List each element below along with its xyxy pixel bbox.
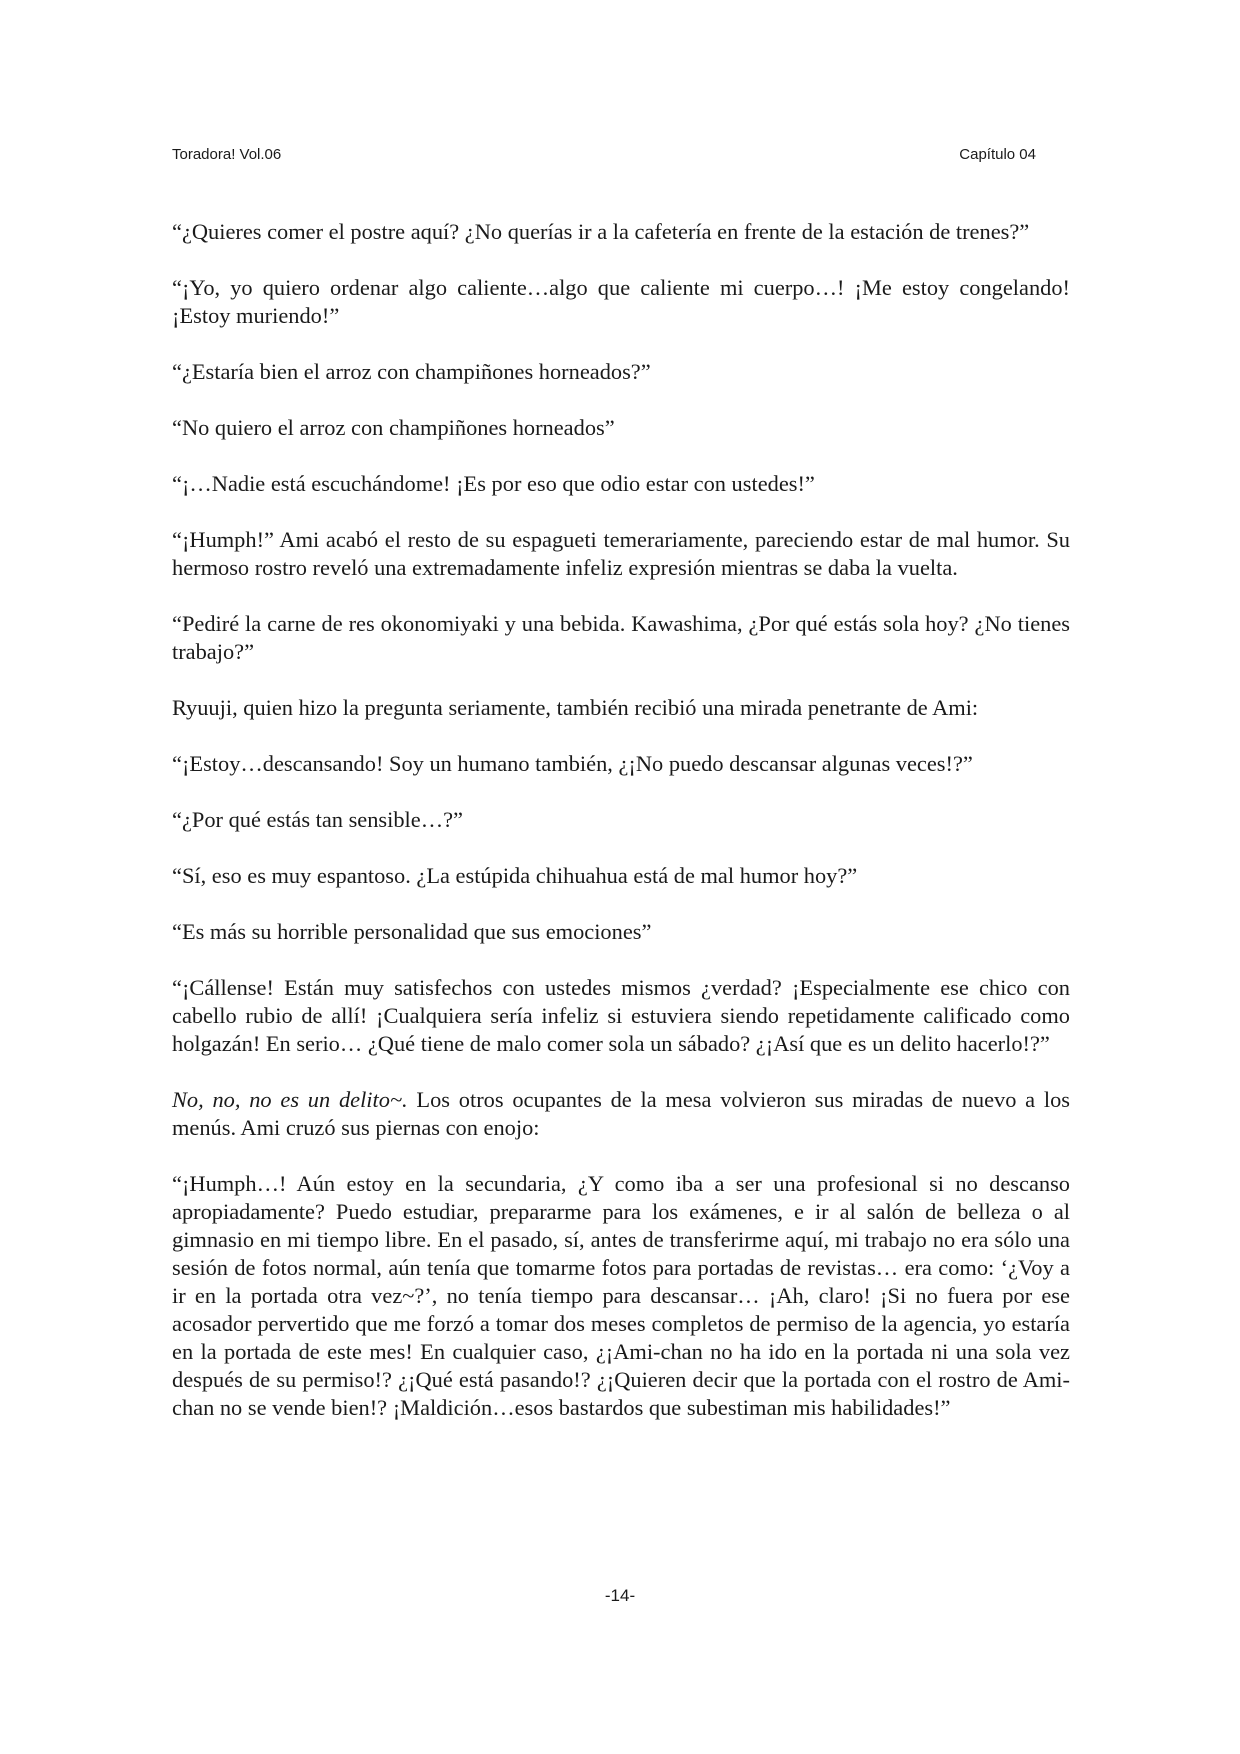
italic-lead-text: No, no, no es un delito~. <box>172 1087 408 1112</box>
page-body <box>172 218 1070 1450</box>
paragraph-text: “No quiero el arroz con champiñones horneados” <box>172 415 615 440</box>
paragraph-text: “¿Quieres comer el postre aquí? ¿No querías ir a la cafetería en frente de la estación de trenes?” <box>172 219 1030 244</box>
paragraph <box>172 274 1070 330</box>
paragraph <box>172 1086 1070 1142</box>
paragraph <box>172 862 1070 890</box>
paragraph-text: “¡Humph!” Ami acabó el resto de su espagueti temerariamente, pareciendo estar de mal humor. Su hermoso rostro reveló una extremadamente infeliz expresión mientras se daba la vuelta. <box>172 527 1070 580</box>
paragraph <box>172 694 1070 722</box>
book-title: Toradora! Vol.06 <box>172 146 282 163</box>
paragraph <box>172 414 1070 442</box>
paragraph-text: “¡…Nadie está escuchándome! ¡Es por eso que odio estar con ustedes!” <box>172 471 815 496</box>
paragraph <box>172 526 1070 582</box>
page-header <box>172 146 1036 170</box>
paragraph <box>172 974 1070 1058</box>
paragraph-text: “¿Estaría bien el arroz con champiñones horneados?” <box>172 359 651 384</box>
chapter-title: Capítulo 04 <box>959 146 1036 163</box>
paragraph-text: “Sí, eso es muy espantoso. ¿La estúpida chihuahua está de mal humor hoy?” <box>172 863 858 888</box>
paragraph-text: “¡Estoy…descansando! Soy un humano también, ¿¡No puedo descansar algunas veces!?” <box>172 751 973 776</box>
paragraph-text: “¡Humph…! Aún estoy en la secundaria, ¿Y como iba a ser una profesional si no descanso apropiadamente? Puedo estudiar, prepararme para los exámenes, e ir al salón de belleza o al gimnasio en mi tiempo libre. En el pasado, sí, antes de transferirme aquí, mi trabajo no era sólo una sesión de fotos normal, aún tenía que tomarme fotos para portadas de revistas… era como: ‘¿Voy a ir en la portada otra vez~?’, no tenía tiempo para descansar… ¡Ah, claro! ¡Si no fuera por ese acosador pervertido que me forzó a tomar dos meses completos de permiso de la agencia, yo estaría en la portada de este mes! En cualquier caso, ¿¡Ami-chan no ha ido en la portada ni una sola vez después de su permiso!? ¿¡Qué está pasando!? ¿¡Quieren decir que la portada con el rostro de Ami-chan no se vende bien!? ¡Maldición…esos bastardos que subestiman mis habilidades!” <box>172 1171 1070 1420</box>
page-number: -14- <box>604 1586 636 1605</box>
paragraph-text: “Pediré la carne de res okonomiyaki y una bebida. Kawashima, ¿Por qué estás sola hoy? ¿No tienes trabajo?” <box>172 611 1070 664</box>
paragraph <box>172 750 1070 778</box>
paragraph <box>172 806 1070 834</box>
paragraph-text: “¿Por qué estás tan sensible…?” <box>172 807 463 832</box>
paragraph-text: “Es más su horrible personalidad que sus emociones” <box>172 919 652 944</box>
paragraph-text: “¡Yo, yo quiero ordenar algo caliente…algo que caliente mi cuerpo…! ¡Me estoy congelando! ¡Estoy muriendo!” <box>172 275 1070 328</box>
paragraph <box>172 1170 1070 1422</box>
paragraph <box>172 918 1070 946</box>
paragraph <box>172 358 1070 386</box>
paragraph-text: Ryuuji, quien hizo la pregunta seriamente, también recibió una mirada penetrante de Ami: <box>172 695 979 720</box>
paragraph-text: “¡Cállense! Están muy satisfechos con ustedes mismos ¿verdad? ¡Especialmente ese chico con cabello rubio de allí! ¡Cualquiera sería infeliz si estuviera siendo repetidamente calificado como holgazán! En serio… ¿Qué tiene de malo comer sola un sábado? ¿¡Así que es un delito hacerlo!?” <box>172 975 1070 1056</box>
paragraph <box>172 218 1070 246</box>
paragraph <box>172 470 1070 498</box>
paragraph-text: Los otros ocupantes de la mesa volvieron sus miradas de nuevo a los menús. Ami cruzó sus piernas con enojo: <box>172 1087 1071 1140</box>
paragraph <box>172 610 1070 666</box>
